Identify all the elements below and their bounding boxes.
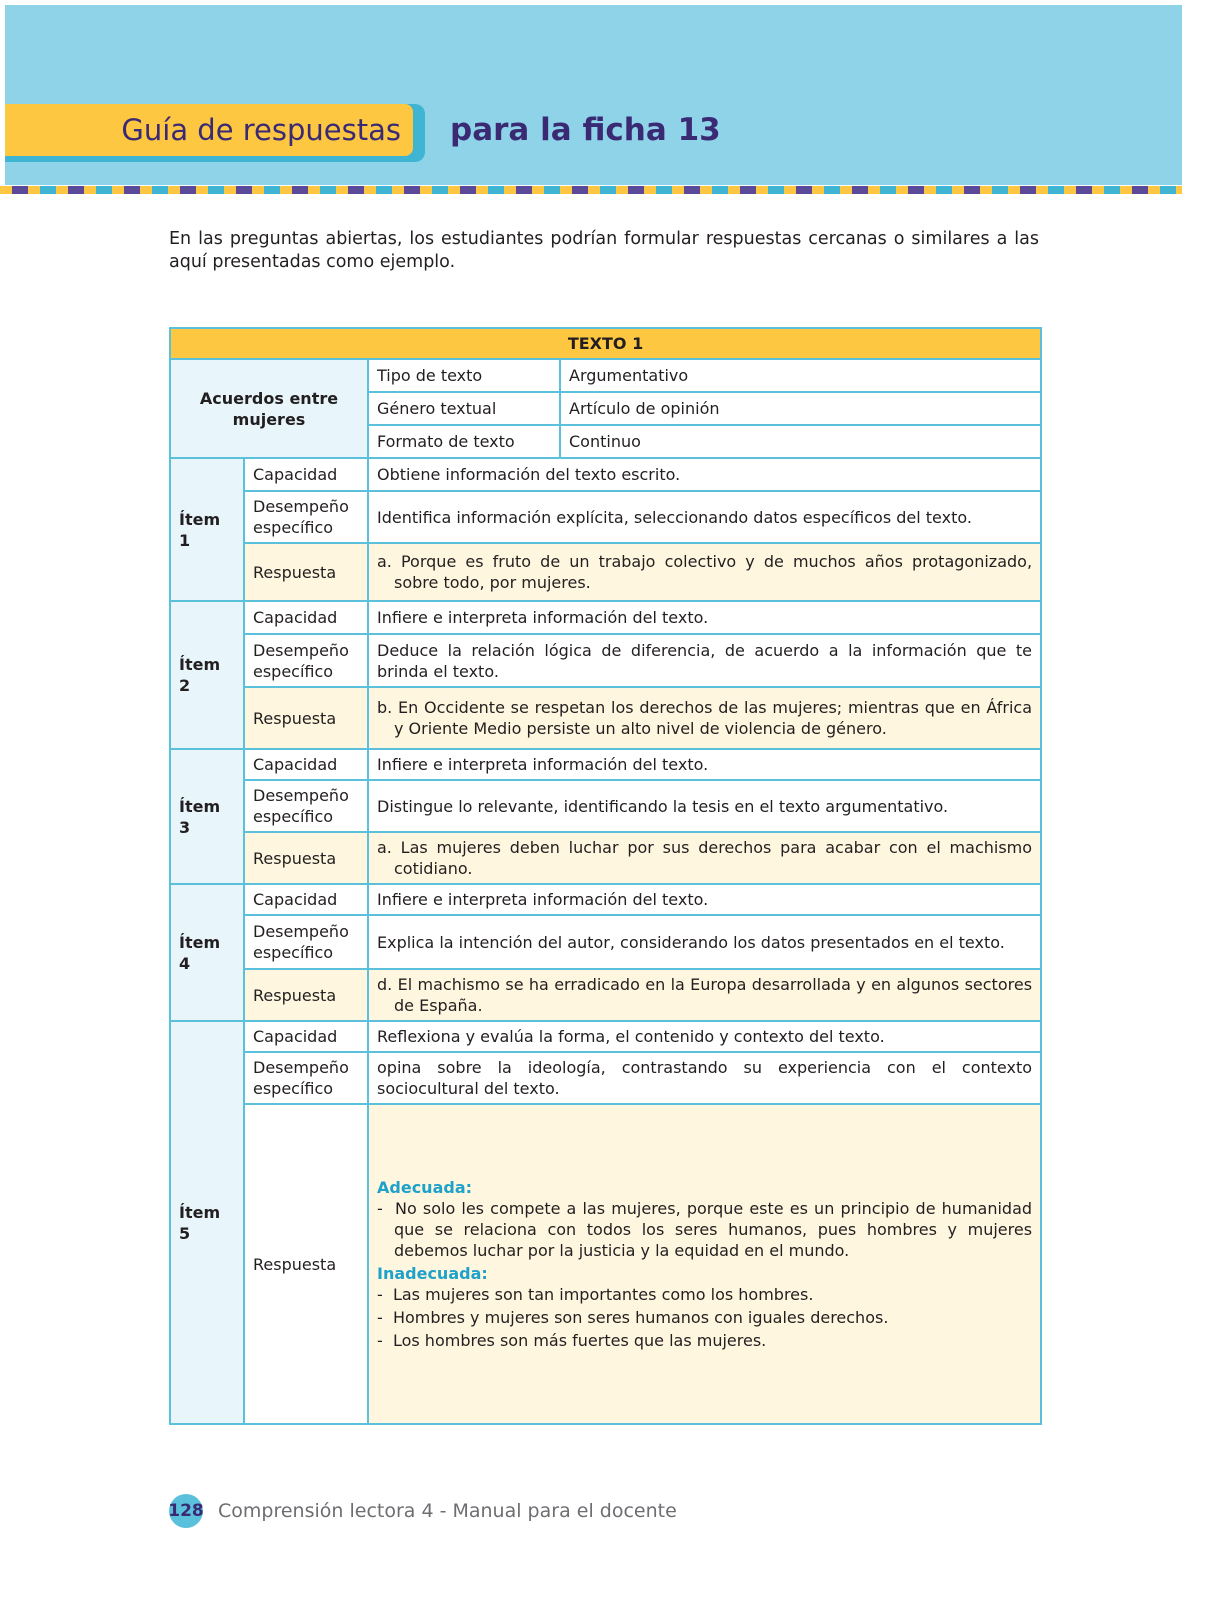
meta-label: Género textual <box>368 392 560 425</box>
desempeno-value: Identifica información explícita, seleccionando datos específicos del texto. <box>368 491 1041 543</box>
adecuada-answer: No solo les compete a las mujeres, porque este es un principio de humanidad que se relaciona con todos los seres humanos, pues hombres y mujeres debemos luchar por la justicia y la equidad en el mundo. <box>394 1199 1033 1260</box>
table-row <box>170 915 1041 969</box>
item-label: Ítem 1 <box>170 458 244 601</box>
row-label-capacidad: Capacidad <box>244 884 368 915</box>
row-label-capacidad: Capacidad <box>244 749 368 780</box>
row-label-desempeno: Desempeño específico <box>244 491 368 543</box>
list-item: - Hombres y mujeres son seres humanos con iguales derechos. <box>377 1308 889 1327</box>
page-number-badge <box>169 1494 203 1528</box>
respuesta-value: a. Las mujeres deben luchar por sus derechos para acabar con el machismo cotidiano. <box>377 838 1033 878</box>
row-label-capacidad: Capacidad <box>244 458 368 491</box>
table-row <box>170 491 1041 543</box>
row-label-respuesta: Respuesta <box>244 832 368 884</box>
page-title: Guía de respuestas <box>121 113 401 147</box>
page-subtitle: para la ficha 13 <box>450 112 721 148</box>
table-row <box>170 832 1041 884</box>
meta-value: Artículo de opinión <box>560 392 1041 425</box>
row-label-respuesta: Respuesta <box>244 969 368 1021</box>
table-heading: TEXTO 1 <box>170 328 1041 359</box>
item-label: Ítem 4 <box>170 884 244 1021</box>
inadecuada-answer: Hombres y mujeres son seres humanos con iguales derechos. <box>392 1308 889 1327</box>
table-row <box>170 687 1041 749</box>
capacidad-value: Obtiene información del texto escrito. <box>368 458 1041 491</box>
row-label-respuesta: Respuesta <box>244 543 368 601</box>
meta-row <box>170 359 1041 392</box>
row-label-respuesta: Respuesta <box>244 1104 368 1424</box>
footer-text: Comprensión lectora 4 - Manual para el docente <box>218 1500 677 1522</box>
text-title: Acuerdos entre mujeres <box>170 359 368 458</box>
table-row <box>170 634 1041 687</box>
table-row <box>170 543 1041 601</box>
table-row <box>170 601 1041 634</box>
intro-paragraph: En las preguntas abiertas, los estudiantes podrían formular respuestas cercanas o similares a las aquí presentadas como ejemplo. <box>169 229 1039 272</box>
list-item: - Los hombres son más fuertes que las mujeres. <box>377 1331 767 1350</box>
row-label-capacidad: Capacidad <box>244 601 368 634</box>
row-label-desempeno: Desempeño específico <box>244 1052 368 1104</box>
item-label: Ítem 2 <box>170 601 244 749</box>
capacidad-value: Infiere e interpreta información del texto. <box>368 884 1041 915</box>
desempeno-value: Deduce la relación lógica de diferencia, de acuerdo a la información que te brinda el texto. <box>368 634 1041 687</box>
respuesta-cell <box>368 543 1041 601</box>
respuesta-value: b. En Occidente se respetan los derechos de las mujeres; mientras que en África y Oriente Medio persiste un alto nivel de violencia de género. <box>377 698 1033 738</box>
item-label: Ítem 5 <box>170 1021 244 1424</box>
item-label: Ítem 3 <box>170 749 244 884</box>
meta-value: Argumentativo <box>560 359 1041 392</box>
table-row <box>170 780 1041 832</box>
title-tab <box>5 104 425 162</box>
table-row <box>170 1052 1041 1104</box>
meta-label: Tipo de texto <box>368 359 560 392</box>
table-row <box>170 1104 1041 1424</box>
respuesta-cell <box>368 1104 1041 1424</box>
answer-guide-table <box>169 327 1042 1425</box>
desempeno-value: Explica la intención del autor, considerando los datos presentados en el texto. <box>368 915 1041 969</box>
row-label-capacidad: Capacidad <box>244 1021 368 1052</box>
desempeno-value: Distingue lo relevante, identificando la tesis en el texto argumentativo. <box>368 780 1041 832</box>
table-row <box>170 884 1041 915</box>
meta-value: Continuo <box>560 425 1041 458</box>
respuesta-value: a. Porque es fruto de un trabajo colectivo y de muchos años protagonizado, sobre todo, por mujeres. <box>377 552 1033 592</box>
respuesta-value: d. El machismo se ha erradicado en la Europa desarrollada y en algunos sectores de España. <box>377 975 1033 1015</box>
table-row <box>170 749 1041 780</box>
table-row <box>170 1021 1041 1052</box>
table-row <box>170 458 1041 491</box>
inadecuada-answer: Los hombres son más fuertes que las mujeres. <box>392 1331 767 1350</box>
decorative-stripe <box>0 186 1182 194</box>
adecuada-label: Adecuada: <box>377 1178 473 1197</box>
respuesta-cell <box>368 832 1041 884</box>
desempeno-value: opina sobre la ideología, contrastando su experiencia con el contexto sociocultural del texto. <box>368 1052 1041 1104</box>
list-item: - Las mujeres son tan importantes como los hombres. <box>377 1285 814 1304</box>
table-row <box>170 969 1041 1021</box>
meta-label: Formato de texto <box>368 425 560 458</box>
table-heading-row <box>170 328 1041 359</box>
page-number: 128 <box>168 1501 204 1521</box>
row-label-desempeno: Desempeño específico <box>244 634 368 687</box>
row-label-respuesta: Respuesta <box>244 687 368 749</box>
capacidad-value: Reflexiona y evalúa la forma, el contenido y contexto del texto. <box>368 1021 1041 1052</box>
row-label-desempeno: Desempeño específico <box>244 915 368 969</box>
title-tab-inner <box>5 104 413 156</box>
capacidad-value: Infiere e interpreta información del texto. <box>368 749 1041 780</box>
list-item: - No solo les compete a las mujeres, porque este es un principio de humanidad que se relaciona con todos los seres humanos, pues hombres y mujeres debemos luchar por la justicia y la equidad en el mundo. <box>377 1199 1033 1260</box>
respuesta-cell <box>368 687 1041 749</box>
respuesta-cell <box>368 969 1041 1021</box>
inadecuada-answer: Las mujeres son tan importantes como los hombres. <box>392 1285 814 1304</box>
inadecuada-label: Inadecuada: <box>377 1264 488 1283</box>
row-label-desempeno: Desempeño específico <box>244 780 368 832</box>
capacidad-value: Infiere e interpreta información del texto. <box>368 601 1041 634</box>
